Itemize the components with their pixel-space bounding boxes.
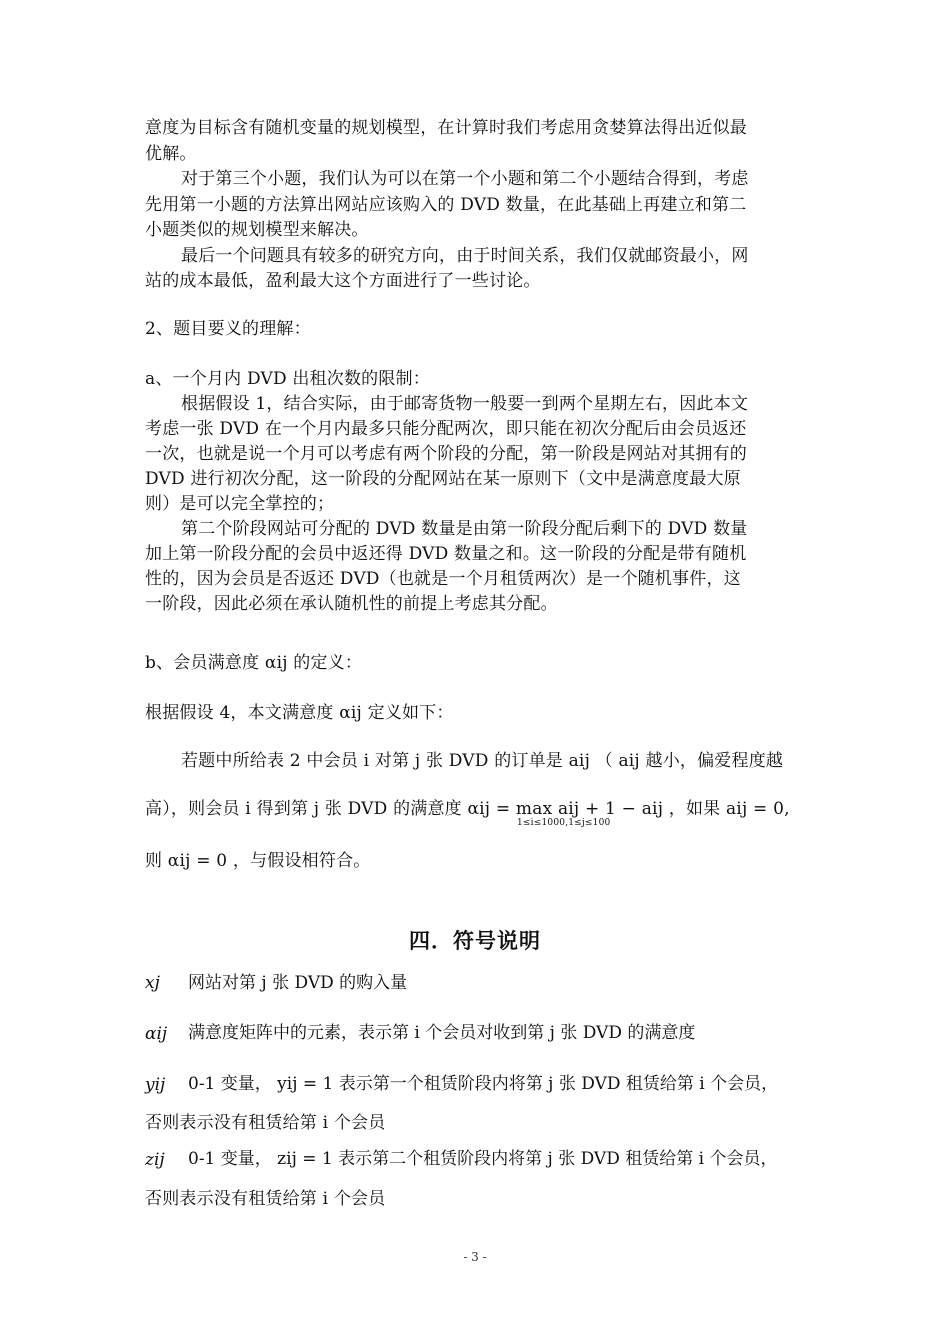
paragraph-line: 一阶段，因此必须在承认随机性的前提上考虑其分配。	[145, 594, 558, 614]
symbol-z: zij	[145, 1150, 165, 1170]
symbol-y: yij	[145, 1075, 166, 1095]
paragraph-line: 根据假设 4，本文满意度 αij 定义如下：	[145, 703, 454, 723]
paragraph-line: 优解。	[145, 144, 197, 164]
paragraph-line: 一次，也就是说一个月可以考虑有两个阶段的分配，第一阶段是网站对其拥有的	[145, 444, 747, 464]
paragraph-line: 加上第一阶段分配的会员中返还得 DVD 数量之和。这一阶段的分配是带有随机	[145, 544, 747, 564]
paragraph-line: 则 αij = 0 ，与假设相符合。	[145, 851, 371, 871]
paragraph-line: 第二个阶段网站可分配的 DVD 数量是由第一阶段分配后剩下的 DVD 数量	[181, 519, 748, 539]
paragraph-line: 站的成本最低，盈利最大这个方面进行了一些讨论。	[145, 271, 541, 291]
symbol-alpha: αij	[145, 1024, 168, 1044]
paragraph-line: DVD 进行初次分配，这一阶段的分配网站在某一原则下（文中是满意度最大原	[145, 469, 741, 489]
paragraph-line: 考虑一张 DVD 在一个月内最多只能分配两次，即只能在初次分配后由会员返还	[145, 419, 747, 439]
symbol-description: 满意度矩阵中的元素，表示第 i 个会员对收到第 j 张 DVD 的满意度	[188, 1023, 696, 1043]
paragraph-line: 意度为目标含有随机变量的规划模型，在计算时我们考虑用贪婪算法得出近似最	[145, 118, 747, 138]
paragraph-line: 若题中所给表 2 中会员 i 对第 j 张 DVD 的订单是 aij （ aij 越小，偏爱程度越	[181, 751, 784, 771]
symbol-x: xj	[145, 973, 160, 993]
symbol-description-cont: 否则表示没有租赁给第 i 个会员	[145, 1113, 386, 1133]
formula-line: 高），则会员 i 得到第 j 张 DVD 的满意度 αij = max aij + 1 − aij ，如果 aij = 0,	[145, 799, 790, 819]
symbol-description: 0-1 变量， zij = 1 表示第二个租赁阶段内将第 j 张 DVD 租赁给第 i 个会员，	[188, 1149, 778, 1169]
formula-subscript: 1≤i≤1000,1≤j≤100	[517, 818, 611, 828]
paragraph-line: 最后一个问题具有较多的研究方向，由于时间关系，我们仅就邮资最小，网	[181, 246, 749, 266]
symbol-description-cont: 否则表示没有租赁给第 i 个会员	[145, 1189, 386, 1209]
symbol-description: 网站对第 j 张 DVD 的购入量	[188, 973, 408, 993]
paragraph-line: 先用第一小题的方法算出网站应该购入的 DVD 数量，在此基础上再建立和第二	[145, 195, 747, 215]
section-4-title: 四．符号说明	[409, 929, 541, 953]
subsection-a-heading: a、一个月内 DVD 出租次数的限制：	[145, 369, 430, 389]
page-number: - 3 -	[463, 1250, 487, 1264]
paragraph-line: 性的，因为会员是否返还 DVD（也就是一个月租赁两次）是一个随机事件，这	[145, 569, 741, 589]
paragraph-line: 对于第三个小题，我们认为可以在第一个小题和第二个小题结合得到，考虑	[181, 169, 749, 189]
section-heading-2: 2、题目要义的理解：	[145, 319, 311, 339]
paragraph-line: 根据假设 1，结合实际，由于邮寄货物一般要一到两个星期左右，因此本文	[181, 394, 749, 414]
paragraph-line: 小题类似的规划模型来解决。	[145, 220, 369, 240]
subsection-b-heading: b、会员满意度 αij 的定义：	[145, 653, 363, 673]
symbol-description: 0-1 变量， yij = 1 表示第一个租赁阶段内将第 j 张 DVD 租赁给第 i 个会员，	[188, 1074, 779, 1094]
paragraph-line: 则）是可以完全掌控的；	[145, 494, 335, 514]
